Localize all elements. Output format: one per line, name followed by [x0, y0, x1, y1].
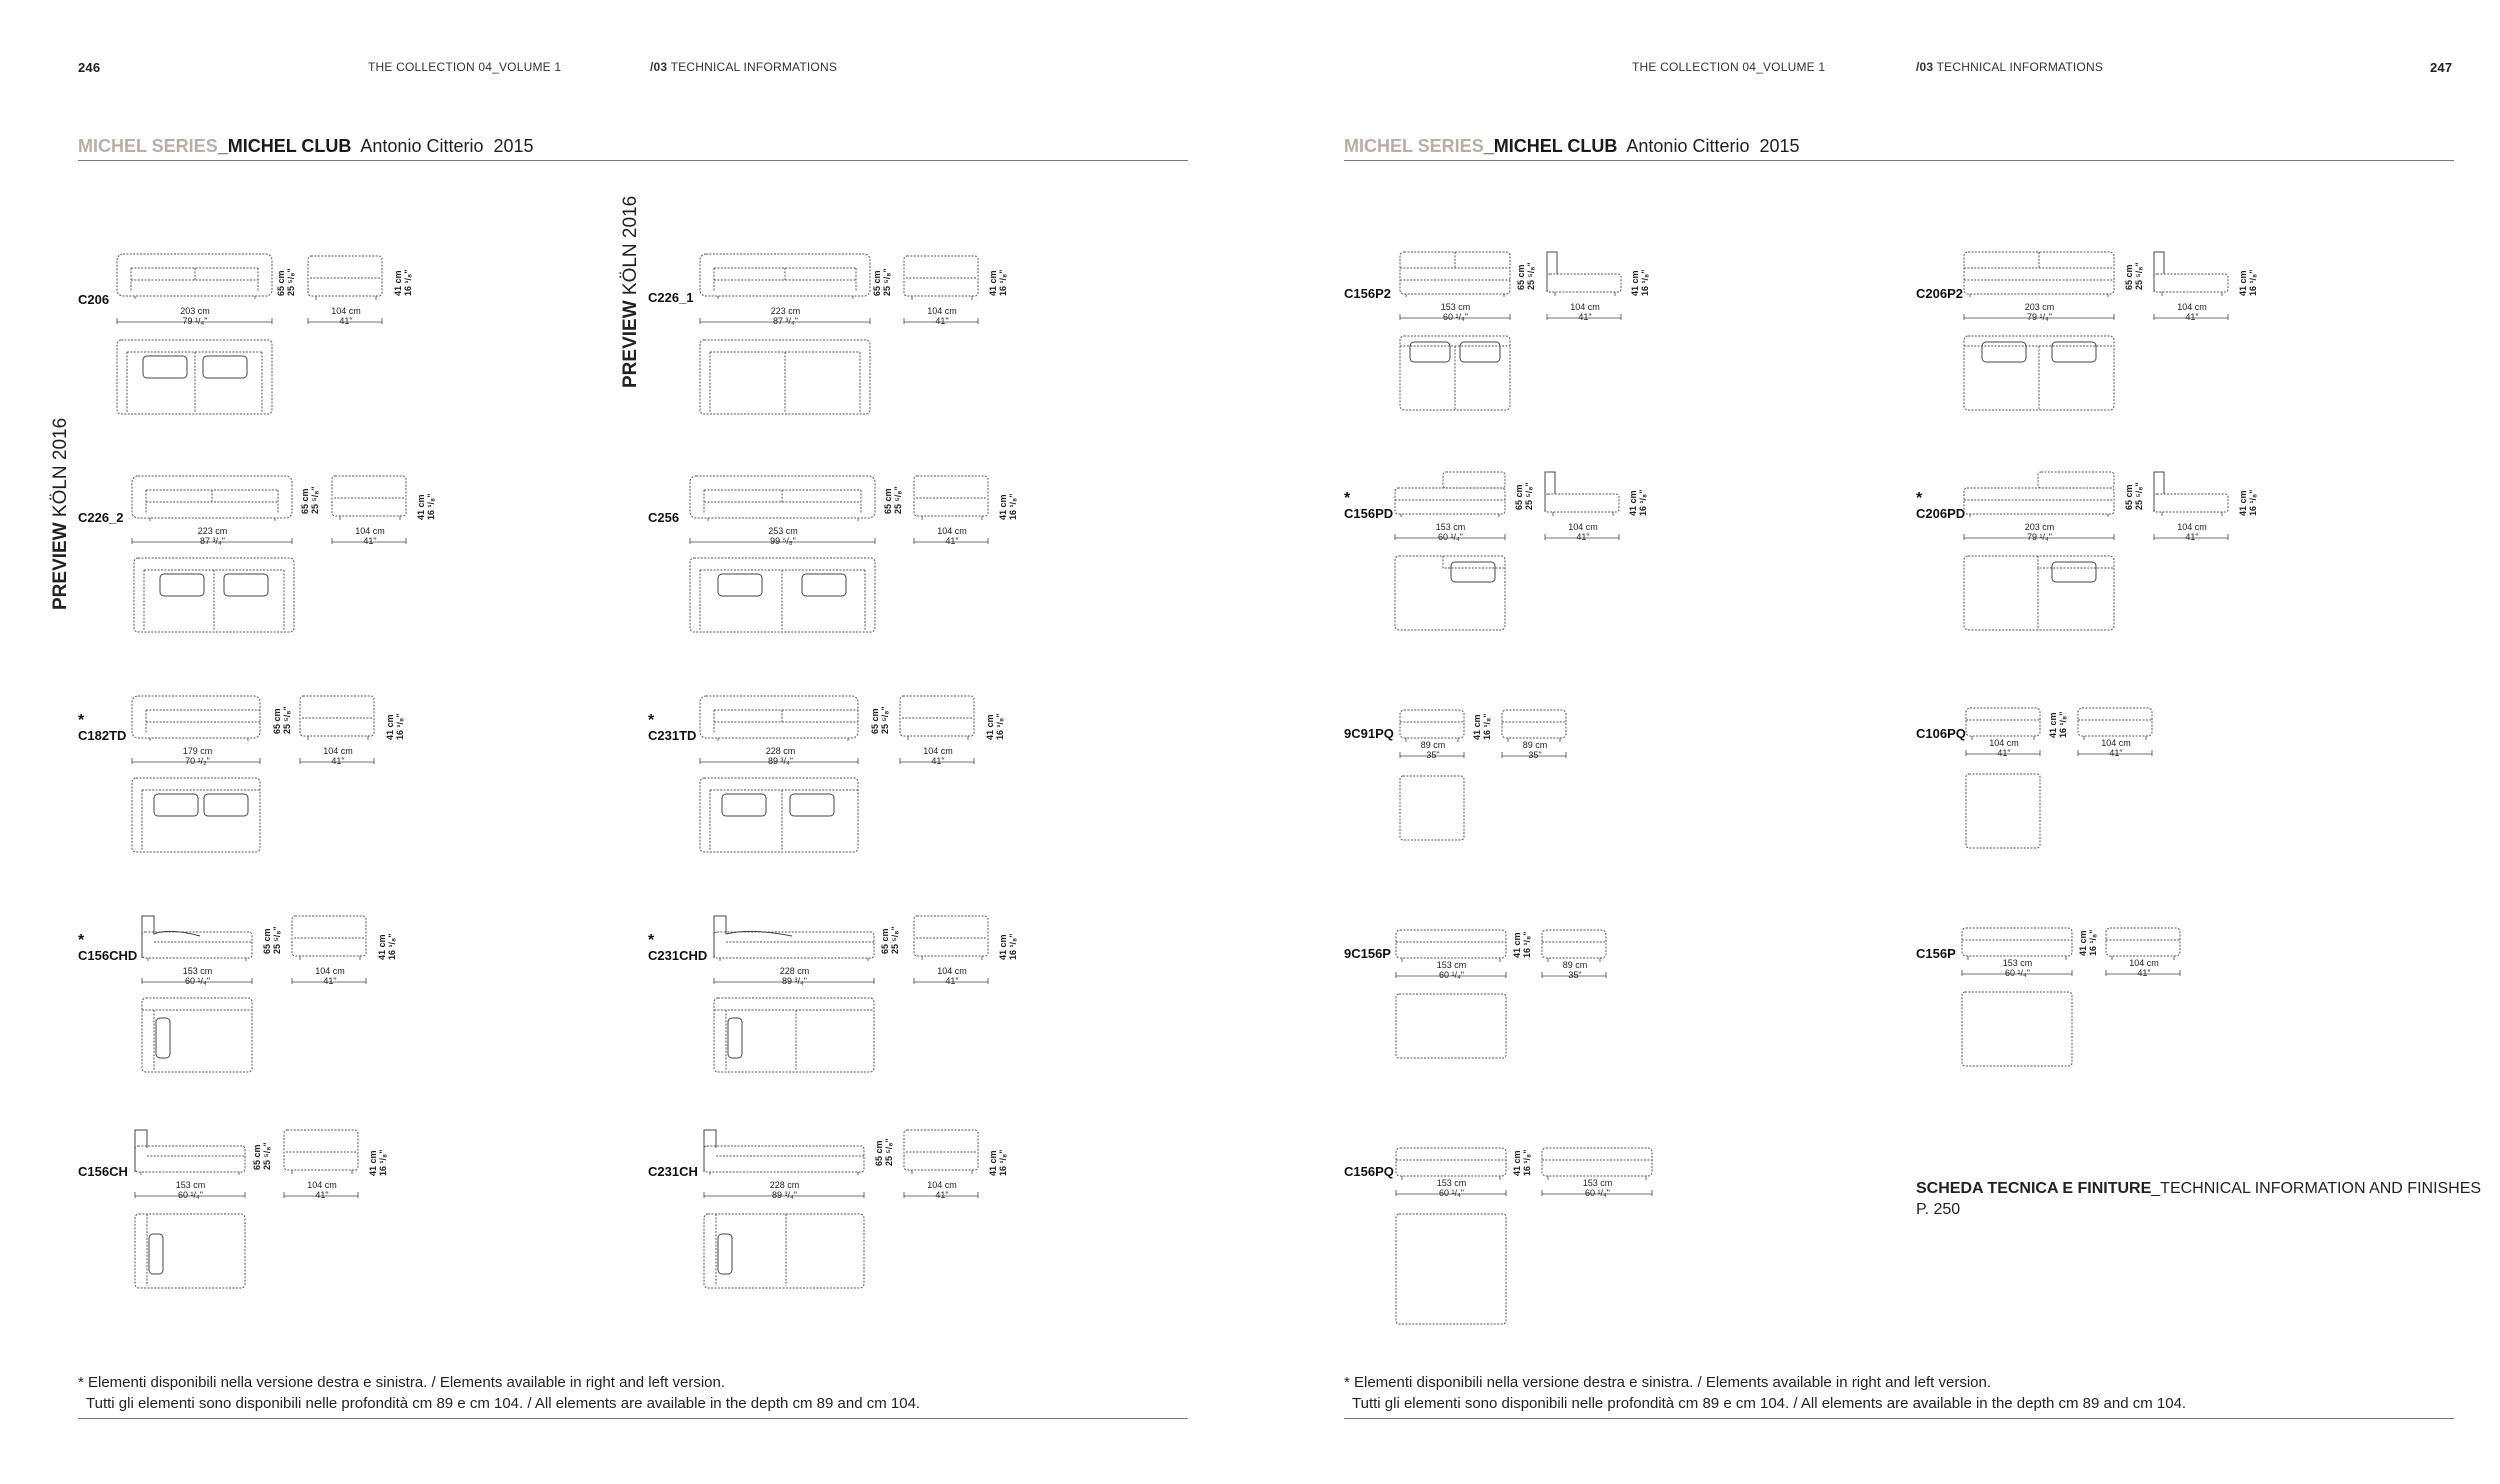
bench-side-view: [2104, 926, 2184, 962]
title-rule-left: [78, 160, 1188, 161]
footnote-line-2: Tutti gli elementi sono disponibili nelle profondità cm 89 e cm 104. / All elements are available in the depth cm 89 and cm 104.: [1352, 1395, 2187, 1412]
product-name: _MICHEL CLUB: [217, 136, 352, 156]
footnote-left: [78, 1372, 920, 1414]
depth-dim: 104 cm 41": [2177, 302, 2207, 322]
ottoman-front-view: [1398, 708, 1468, 744]
product-name: _MICHEL CLUB: [1483, 136, 1618, 156]
collection-label-left: THE COLLECTION 04_VOLUME 1: [368, 60, 562, 74]
sofa-plan-view: [1393, 554, 1508, 634]
seat-height-dim: 41 cm 16 ¹/₈": [1512, 931, 1532, 958]
width-dim: 179 cm 70 ¹/₂": [182, 746, 213, 766]
seat-height-dim: 41 cm 16 ¹/₈": [988, 269, 1008, 296]
footnote-line-1: * Elementi disponibili nella versione destra e sinistra. / Elements available in right and left version.: [78, 1374, 725, 1391]
sofa-front-view: [688, 472, 878, 522]
preview-label-c226-2: [50, 418, 72, 610]
collection-label-right: THE COLLECTION 04_VOLUME 1: [1632, 60, 1826, 74]
depth-dim: 104 cm 41": [1568, 522, 1598, 542]
width-dim: 153 cm 60 ¹/₄": [1436, 960, 1467, 980]
width-dim: 153 cm 60 ¹/₄": [1435, 522, 1466, 542]
depth-dim: 104 cm 41": [323, 746, 353, 766]
width-dim: 104 cm 41": [1989, 738, 2019, 758]
sofa-front-view: [133, 1126, 248, 1176]
depth-dim: 104 cm 41": [2177, 522, 2207, 542]
sofa-plan-view: [688, 556, 878, 636]
footer-rule-left: [78, 1418, 1188, 1419]
series-label: MICHEL SERIES: [1344, 136, 1484, 156]
width-dim: 89 cm 35": [1420, 740, 1446, 760]
item-code: C231CHD: [648, 948, 708, 963]
asterisk-mark: *: [648, 712, 655, 729]
width-dim: 153 cm 60 ¹/₄": [1440, 302, 1471, 322]
sofa-plan-view: [130, 776, 265, 856]
sofa-plan-view: [1962, 554, 2117, 634]
page-number-right: 247: [2430, 60, 2453, 75]
sofa-side-view: [290, 914, 370, 960]
depth-dim: 104 cm 41": [315, 966, 345, 986]
height-dim: 65 cm 25 ⁵/₈": [883, 486, 903, 514]
item-code: C106PQ: [1916, 726, 1966, 741]
height-dim: 65 cm 25 ⁵/₈": [252, 1142, 272, 1170]
depth-dim: 104 cm 41": [2129, 958, 2159, 978]
depth-dim: 104 cm 41": [1570, 302, 1600, 322]
width-dim: 223 cm 87 ³/₄": [770, 306, 801, 326]
sofa-side-view: [2152, 250, 2232, 296]
item-code: C156P2: [1344, 286, 1391, 301]
seat-height-dim: 41 cm 16 ¹/₈": [1628, 489, 1648, 516]
height-dim: 65 cm 25 ⁵/₈": [872, 268, 892, 296]
sofa-side-view: [298, 694, 378, 740]
section-text: TECHNICAL INFORMATIONS: [1936, 60, 2104, 74]
item-code: 9C91PQ: [1344, 726, 1394, 741]
sofa-side-view: [902, 254, 982, 300]
depth-dim: 104 cm 41": [307, 1180, 337, 1200]
sofa-front-view: [1962, 248, 2117, 298]
depth-dim: 104 cm 41": [923, 746, 953, 766]
technical-info-page: P. 250: [1916, 1201, 1961, 1218]
page-title-left: [78, 136, 534, 157]
seat-height-dim: 41 cm 16 ¹/₈": [985, 713, 1005, 740]
height-dim: 65 cm 25 ⁵/₈": [262, 926, 282, 954]
designer: Antonio Citterio: [360, 136, 484, 156]
sofa-plan-view: [140, 996, 255, 1076]
item-code: C231TD: [648, 728, 697, 743]
seat-height-dim: 41 cm 16 ¹/₈": [2238, 269, 2258, 296]
sofa-plan-view: [133, 1212, 248, 1292]
sofa-plan-view: [698, 338, 873, 418]
technical-info-bold: SCHEDA TECNICA E FINITURE: [1916, 1180, 2152, 1197]
sofa-front-view: [712, 912, 877, 962]
title-rule-right: [1344, 160, 2454, 161]
ottoman-front-view: [1394, 1146, 1509, 1182]
sofa-side-view: [912, 474, 992, 520]
footer-rule-right: [1344, 1418, 2454, 1419]
seat-height-dim: 41 cm 16 ¹/₈": [385, 713, 405, 740]
depth-dim: 153 cm 60 ¹/₄": [1582, 1178, 1613, 1198]
sofa-front-view: [702, 1126, 867, 1176]
asterisk-mark: *: [1916, 490, 1923, 507]
height-dim: 65 cm 25 ⁵/₈": [2124, 262, 2144, 290]
item-code: C226_1: [648, 290, 694, 305]
depth-dim: 104 cm 41": [937, 966, 967, 986]
preview-rest: KÖLN 2016: [620, 195, 641, 296]
footnote-line-1: * Elementi disponibili nella versione destra e sinistra. / Elements available in right and left version.: [1344, 1374, 1991, 1391]
width-dim: 228 cm 89 ³/₄": [765, 746, 796, 766]
ottoman-front-view: [1964, 706, 2044, 742]
depth-dim: 104 cm 41": [927, 1180, 957, 1200]
item-code: C231CH: [648, 1164, 698, 1179]
section-text: TECHNICAL INFORMATIONS: [670, 60, 838, 74]
width-dim: 228 cm 89 ³/₄": [779, 966, 810, 986]
sofa-side-view: [1543, 470, 1623, 516]
item-code: C206: [78, 292, 110, 307]
year: 2015: [1759, 136, 1800, 156]
ottoman-side-view: [2076, 706, 2156, 742]
sofa-front-view: [130, 472, 295, 522]
footnote-right: [1344, 1372, 2186, 1414]
technical-info-rest: _TECHNICAL INFORMATION AND FINISHES: [2151, 1180, 2482, 1197]
seat-height-dim: 41 cm 16 ¹/₈": [416, 493, 436, 520]
sofa-side-view: [306, 254, 386, 300]
year: 2015: [493, 136, 534, 156]
seat-height-dim: 41 cm 16 ¹/₈": [368, 1149, 388, 1176]
width-dim: 228 cm 89 ³/₄": [769, 1180, 800, 1200]
sofa-front-view: [130, 692, 265, 742]
seat-height-dim: 41 cm 16 ¹/₈": [1472, 713, 1492, 740]
width-dim: 153 cm 60 ¹/₄": [175, 1180, 206, 1200]
sofa-front-view: [698, 250, 873, 300]
seat-height-dim: 41 cm 16 ¹/₈": [998, 493, 1018, 520]
sofa-side-view: [1545, 250, 1625, 296]
asterisk-mark: *: [78, 712, 85, 729]
item-code: 9C156P: [1344, 946, 1391, 961]
height-dim: 65 cm 25 ⁵/₈": [870, 706, 890, 734]
bench-plan-view: [1394, 992, 1509, 1062]
seat-height-dim: 41 cm 16 ¹/₈": [393, 269, 413, 296]
bench-front-view: [1394, 928, 1509, 964]
width-dim: 203 cm 79 ¹/₄": [2024, 302, 2055, 322]
seat-height-dim: 41 cm 16 ¹/₈": [2078, 929, 2098, 956]
technical-info-link[interactable]: [1916, 1180, 2481, 1198]
width-dim: 223 cm 87 ³/₄": [197, 526, 228, 546]
sofa-side-view: [898, 694, 978, 740]
height-dim: 65 cm 25 ⁵/₈": [874, 1138, 894, 1166]
seat-height-dim: 41 cm 16 ¹/₈": [988, 1149, 1008, 1176]
sofa-side-view: [2152, 470, 2232, 516]
depth-dim: 104 cm 41": [2101, 738, 2131, 758]
section-label-left: [650, 60, 837, 74]
item-code: C226_2: [78, 510, 124, 525]
section-number: /03: [1916, 60, 1934, 74]
height-dim: 65 cm 25 ⁵/₈": [1514, 482, 1534, 510]
section-number: /03: [650, 60, 668, 74]
asterisk-mark: *: [78, 932, 85, 949]
item-code: C156PQ: [1344, 1164, 1394, 1179]
seat-height-dim: 41 cm 16 ¹/₈": [1630, 269, 1650, 296]
preview-strong: PREVIEW: [50, 522, 71, 610]
width-dim: 203 cm 79 ¹/₄": [180, 306, 210, 326]
item-code: C256: [648, 510, 680, 525]
height-dim: 65 cm 25 ⁵/₈": [880, 926, 900, 954]
sofa-side-view: [282, 1128, 362, 1174]
sofa-plan-view: [712, 996, 877, 1076]
height-dim: 65 cm 25 ⁵/₈": [276, 268, 296, 296]
sofa-plan-view: [702, 1212, 867, 1292]
footnote-line-2: Tutti gli elementi sono disponibili nelle profondità cm 89 e cm 104. / All elements are available in the depth cm 89 and cm 104.: [86, 1395, 921, 1412]
height-dim: 65 cm 25 ⁵/₈": [272, 706, 292, 734]
sofa-plan-view: [115, 338, 275, 418]
ottoman-plan-view: [1964, 772, 2044, 852]
bench-front-view: [1960, 926, 2075, 962]
depth-dim: 89 cm 35": [1522, 740, 1548, 760]
height-dim: 65 cm 25 ⁵/₈": [300, 486, 320, 514]
preview-rest: KÖLN 2016: [50, 417, 71, 518]
width-dim: 153 cm 60 ¹/₄": [182, 966, 213, 986]
bench-plan-view: [1960, 990, 2075, 1070]
item-code: C182TD: [78, 728, 127, 743]
sofa-front-view: [698, 692, 863, 742]
depth-dim: 104 cm 41": [355, 526, 385, 546]
asterisk-mark: *: [1344, 490, 1351, 507]
sofa-side-view: [902, 1128, 982, 1174]
page-title-right: [1344, 136, 1800, 157]
sofa-plan-view: [132, 556, 297, 636]
height-dim: 65 cm 25 ⁵/₈": [2124, 482, 2144, 510]
page-number-left: 246: [78, 60, 101, 75]
sofa-side-view: [912, 914, 992, 960]
item-code: C156P: [1916, 946, 1956, 961]
width-dim: 203 cm 79 ¹/₄": [2024, 522, 2055, 542]
preview-label-c226-1: [620, 196, 642, 388]
item-code: C156CHD: [78, 948, 138, 963]
bench-side-view: [1540, 928, 1610, 964]
sofa-side-view: [330, 474, 410, 520]
seat-height-dim: 41 cm 16 ¹/₈": [1512, 1149, 1532, 1176]
ottoman-plan-view: [1398, 774, 1468, 844]
ottoman-plan-view: [1394, 1212, 1509, 1327]
sofa-front-view: [140, 912, 255, 962]
asterisk-mark: *: [648, 932, 655, 949]
width-dim: 153 cm 60 ¹/₄": [1436, 1178, 1467, 1198]
item-code: C206PD: [1916, 506, 1966, 521]
sofa-plan-view: [1962, 334, 2117, 414]
seat-height-dim: 41 cm 16 ¹/₈": [2048, 711, 2068, 738]
designer: Antonio Citterio: [1626, 136, 1750, 156]
ottoman-side-view: [1540, 1146, 1655, 1182]
sofa-front-view: [1398, 248, 1513, 298]
seat-height-dim: 41 cm 16 ¹/₈": [377, 933, 397, 960]
series-label: MICHEL SERIES: [78, 136, 218, 156]
preview-strong: PREVIEW: [620, 300, 641, 388]
sofa-front-view: [1962, 468, 2117, 518]
section-label-right: [1916, 60, 2103, 74]
item-code: C156PD: [1344, 506, 1394, 521]
depth-dim: 89 cm 35": [1562, 960, 1588, 980]
sofa-front-view: [1393, 468, 1508, 518]
width-dim: 253 cm 99 ⁵/₈": [768, 526, 798, 546]
depth-dim: 104 cm 41": [331, 306, 361, 326]
depth-dim: 104 cm 41": [937, 526, 967, 546]
item-code: C156CH: [78, 1164, 128, 1179]
depth-dim: 104 cm 41": [927, 306, 957, 326]
width-dim: 153 cm 60 ¹/₄": [2002, 958, 2033, 978]
sofa-front-view: [115, 250, 275, 300]
height-dim: 65 cm 25 ⁵/₈": [1516, 262, 1536, 290]
seat-height-dim: 41 cm 16 ¹/₈": [998, 933, 1018, 960]
seat-height-dim: 41 cm 16 ¹/₈": [2238, 489, 2258, 516]
ottoman-side-view: [1500, 708, 1570, 744]
sofa-plan-view: [1398, 334, 1513, 414]
sofa-plan-view: [698, 776, 863, 856]
item-code: C206P2: [1916, 286, 1963, 301]
